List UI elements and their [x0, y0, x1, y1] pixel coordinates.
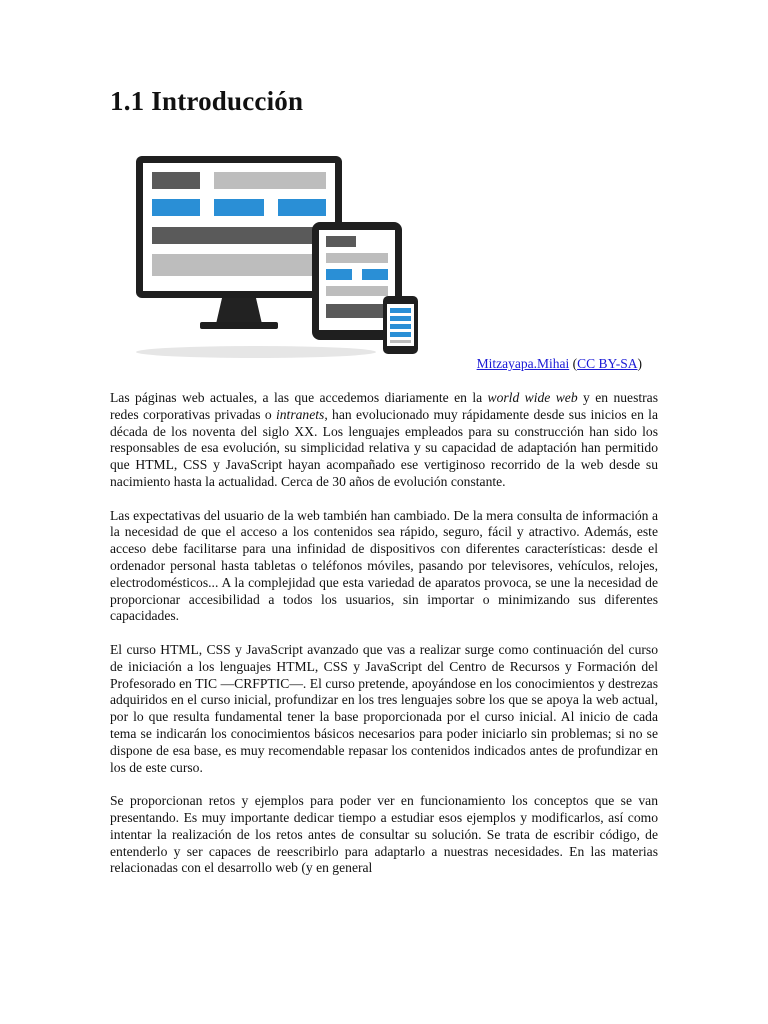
paragraph-1-text-b: y en nuestras redes corporativas privadas o	[110, 390, 658, 422]
image-credit	[110, 356, 642, 372]
term-intranets: intranets	[275, 406, 325, 422]
phone-icon	[383, 296, 418, 354]
credit-open-paren: (	[569, 356, 578, 371]
term-world-wide-web: world wide web	[487, 390, 578, 405]
paragraph-4: Se proporcionan retos y ejemplos para poder ver en funcionamiento los conceptos que se van presentando. Es muy importante dedicar tiempo a estudiar esos ejemplos y modificarlos, así como intentar la realización de los retos antes de consultar su solución. Se trata de escribir código, de entenderlo y ser capaces de reescribirlo para adaptarlo a nuestras necesidades. En las materias relacionadas con el desarrollo web (y en general	[110, 793, 658, 876]
responsive-devices-icon	[136, 152, 436, 362]
license-link[interactable]: CC BY-SA	[577, 356, 638, 371]
paragraph-2: Las expectativas del usuario de la web también han cambiado. De la mera consulta de información a la necesidad de que el acceso a los contenidos sea rápido, seguro, fácil y atractivo. Además, este acceso debe facilitarse para una infinidad de dispositivos con diferentes características: desde el ordenador personal hasta tabletas o teléfonos móviles, pasando por televisores, vehículos, relojes, electrodomésticos... A la complejidad que esta variedad de aparatos provoca, se une la necesidad de proporcionar accesibilidad a todos los usuarios, sin importar o minimizando sus diferentes capacidades.	[110, 507, 658, 624]
body-text	[110, 390, 658, 894]
paragraph-3: El curso HTML, CSS y JavaScript avanzado que vas a realizar surge como continuación del curso de iniciación a los lenguajes HTML, CSS y JavaScript del Centro de Recursos y Formación del Profesorado en TIC —CRFPTIC—. El curso pretende, apoyándose en los conocimientos y destrezas adquiridos en el curso inicial, profundizar en los tres lenguajes sobre los que se apoya la web actual, por lo que resulta fundamental tener la base proporcionada por el curso inicial. Al inicio de cada tema se indicarán los conocimientos básicos necesarios para poder iniciarlo sin problemas; si no se dispone de esa base, es muy recomendable repasar los contenidos indicados antes de profundizar en los de este curso.	[110, 641, 658, 775]
monitor-icon	[136, 156, 342, 329]
paragraph-1-text-c: , han evolucionado muy rápidamente desde sus inicios en la década de los noventa del siglo XX. Los lenguajes empleados para su construcción han sido los responsables de esa evolución, su simplicidad relativa y su capacidad de adaptación han permitido que HTML, CSS y JavaScript hayan acompañado ese vertiginoso recorrido de la web desde su nacimiento hasta la actualidad. Cerca de 30 años de evolución constante.	[110, 406, 658, 489]
paragraph-1-text-a: Las páginas web actuales, a las que accedemos diariamente en la	[110, 390, 488, 405]
paragraph-1	[110, 390, 658, 491]
page-title: 1.1 Introducción	[110, 86, 304, 116]
author-link[interactable]: Mitzayapa.Mihai	[476, 356, 570, 371]
credit-close-paren: )	[637, 356, 642, 371]
